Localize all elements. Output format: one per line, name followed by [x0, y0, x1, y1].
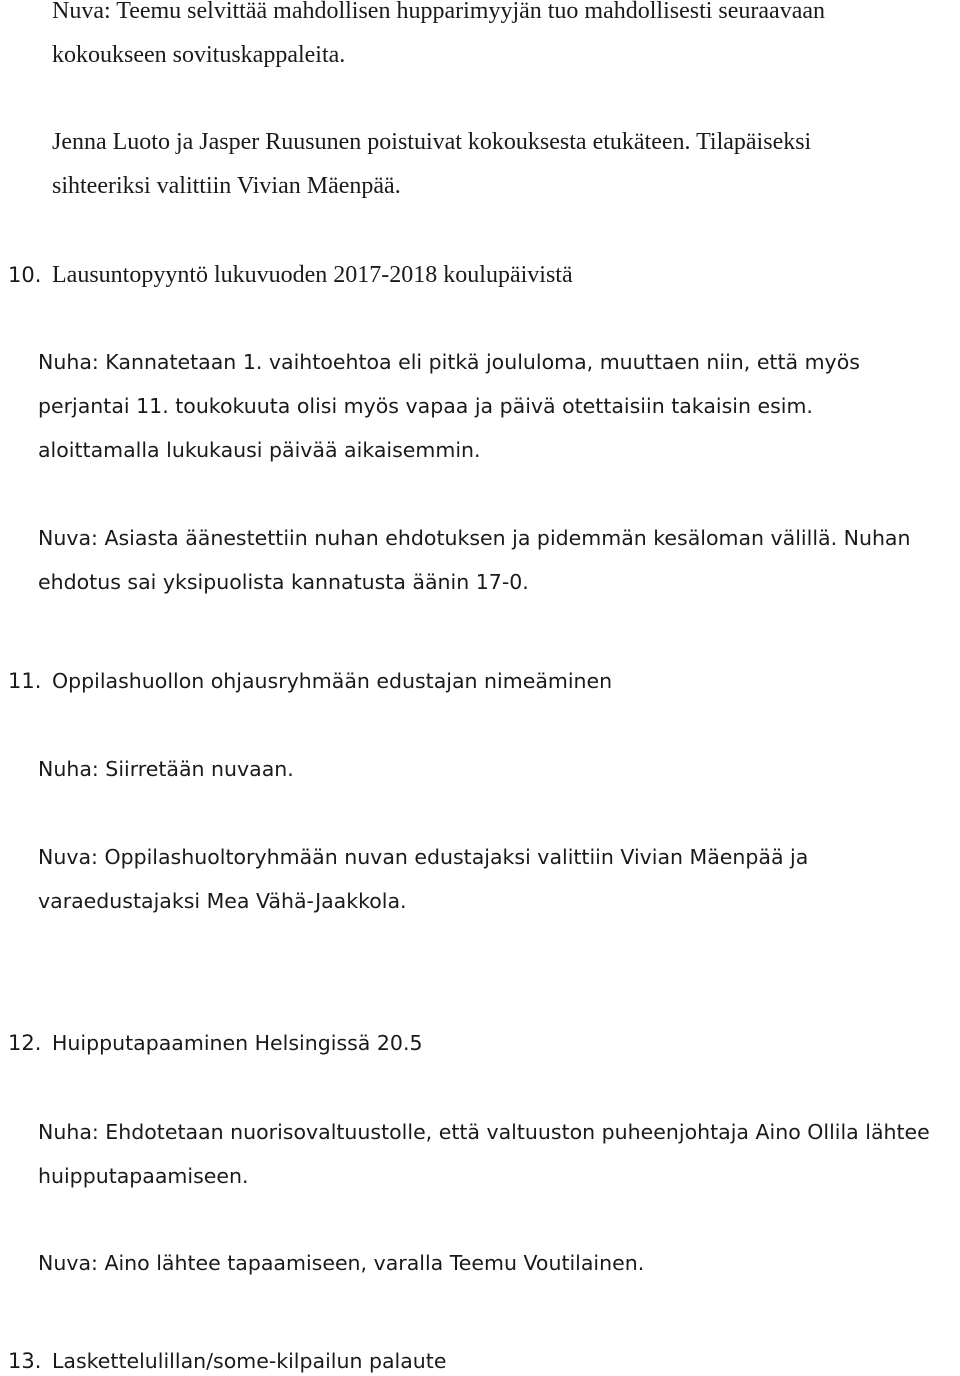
section-number: 11. — [8, 669, 42, 693]
section-heading: Lausuntopyyntö lukuvuoden 2017-2018 koulupäivistä — [52, 262, 573, 288]
paragraph-line: kokoukseen sovituskappaleita. — [52, 42, 346, 68]
paragraph-line: perjantai 11. toukokuuta olisi myös vapaa ja päivä otettaisiin takaisin esim. — [38, 394, 813, 418]
paragraph-line: Jenna Luoto ja Jasper Ruusunen poistuivat kokouksesta etukäteen. Tilapäiseksi — [52, 129, 812, 155]
paragraph-line: Nuha: Siirretään nuvaan. — [38, 757, 294, 781]
paragraph-line: sihteeriksi valittiin Vivian Mäenpää. — [52, 173, 401, 199]
paragraph-line: Nuva: Aino lähtee tapaamiseen, varalla Teemu Voutilainen. — [38, 1251, 645, 1275]
paragraph-line: varaedustajaksi Mea Vähä-Jaakkola. — [38, 889, 407, 913]
section-number: 13. — [8, 1349, 42, 1373]
section-number: 10. — [8, 263, 42, 287]
section-heading: Huipputapaaminen Helsingissä 20.5 — [52, 1031, 423, 1055]
section-number: 12. — [8, 1031, 42, 1055]
paragraph-line: ehdotus sai yksipuolista kannatusta äänin 17-0. — [38, 570, 529, 594]
paragraph-line: Nuva: Asiasta äänestettiin nuhan ehdotuksen ja pidemmän kesäloman välillä. Nuhan — [38, 526, 911, 550]
paragraph-line: huipputapaamiseen. — [38, 1164, 249, 1188]
paragraph-line: Nuha: Ehdotetaan nuorisovaltuustolle, että valtuuston puheenjohtaja Aino Ollila lähtee — [38, 1120, 930, 1144]
paragraph-line: Nuha: Kannatetaan 1. vaihtoehtoa eli pitkä joululoma, muuttaen niin, että myös — [38, 350, 860, 374]
paragraph-line: aloittamalla lukukausi päivää aikaisemmin. — [38, 438, 481, 462]
paragraph-line: Nuva: Teemu selvittää mahdollisen hupparimyyjän tuo mahdollisesti seuraavaan — [52, 0, 826, 24]
paragraph-line: Nuva: Oppilashuoltoryhmään nuvan edustajaksi valittiin Vivian Mäenpää ja — [38, 845, 809, 869]
section-heading: Oppilashuollon ohjausryhmään edustajan nimeäminen — [52, 669, 613, 693]
section-heading: Laskettelulillan/some-kilpailun palaute — [52, 1349, 447, 1373]
